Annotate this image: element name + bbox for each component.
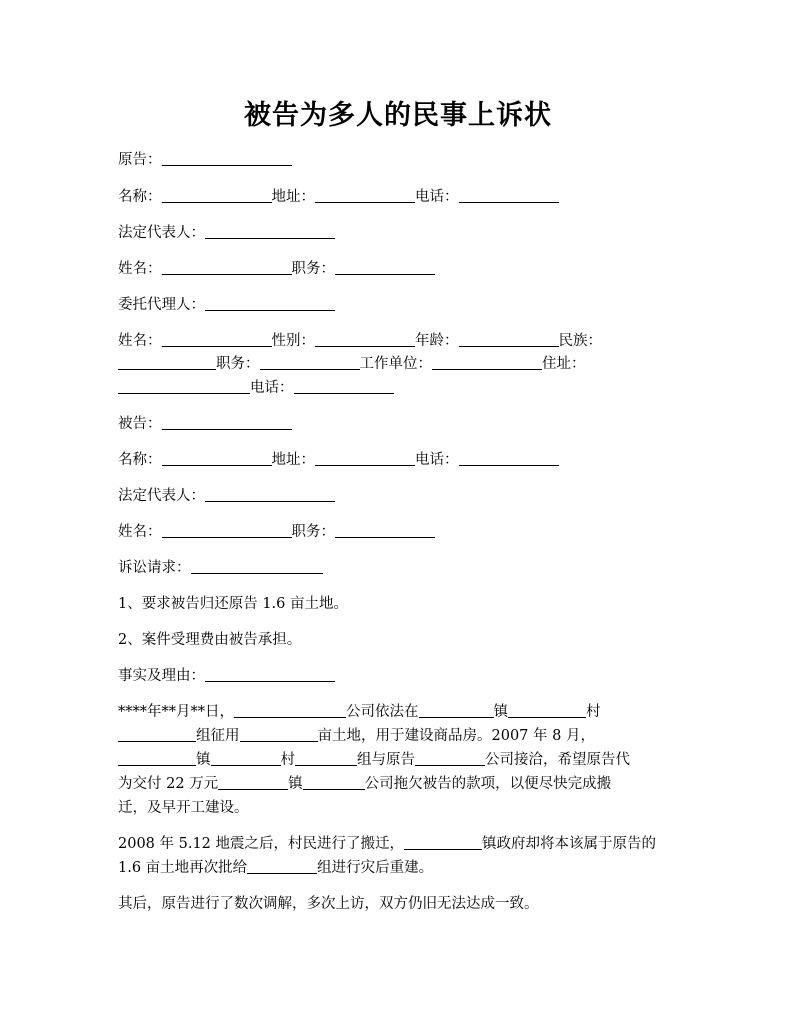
defendant-address-blank[interactable] (315, 450, 415, 466)
defendant-person-name-label: 姓名： (118, 524, 162, 540)
agent-phone-blank[interactable] (294, 378, 394, 394)
text: 镇 (288, 776, 303, 792)
company-blank[interactable] (234, 702, 346, 718)
claims-blank[interactable] (191, 558, 323, 574)
defendant-address-label: 地址： (271, 452, 315, 468)
group-blank[interactable] (247, 858, 317, 874)
group-blank[interactable] (118, 726, 196, 742)
facts-p1-line-2 (118, 724, 688, 748)
gender-label: 性别： (271, 333, 315, 349)
person-name-blank[interactable] (162, 259, 292, 275)
agent-details-line-2 (118, 352, 688, 376)
ethnicity-label: 民族： (558, 333, 602, 349)
text: 公司接洽，希望原告代 (485, 752, 630, 768)
text: 村 (586, 704, 601, 720)
defendant-phone-label: 电话： (415, 452, 459, 468)
agent-label: 委托代理人： (118, 297, 205, 313)
phone-blank[interactable] (459, 187, 559, 203)
agent-phone-label: 电话： (250, 380, 294, 396)
age-label: 年龄： (415, 333, 459, 349)
address-label: 地址： (271, 189, 315, 205)
defendant-blank[interactable] (162, 414, 292, 430)
agent-blank[interactable] (205, 295, 335, 311)
text: 1.6 亩土地再次批给 (118, 860, 248, 876)
legal-rep-label: 法定代表人： (118, 225, 205, 241)
phone-label: 电话： (415, 189, 459, 205)
text: 为交付 22 万元 (118, 776, 219, 792)
claims-label: 诉讼请求： (118, 560, 191, 576)
text: 镇政府却将本该属于原告的 (482, 836, 657, 852)
area-blank[interactable] (240, 726, 318, 742)
claim-item: 1、要求被告归还原告 1.6 亩土地。 (118, 596, 349, 612)
plaintiff-legal-rep-line (118, 221, 688, 245)
text: 组与原告 (357, 752, 415, 768)
claims-line (118, 556, 688, 580)
village-blank[interactable] (508, 702, 586, 718)
facts-label: 事实及理由： (118, 668, 205, 684)
defendant-legal-rep-line (118, 484, 688, 508)
facts-p2-line-1 (118, 832, 688, 856)
position-label: 职务： (291, 261, 335, 277)
agent-position-label: 职务： (216, 356, 260, 372)
town-blank[interactable] (118, 750, 196, 766)
defendant-label: 被告： (118, 416, 162, 432)
address-blank[interactable] (315, 187, 415, 203)
text: 2008 年 5.12 地震之后，村民进行了搬迁， (118, 836, 405, 852)
gender-blank[interactable] (315, 331, 415, 347)
agent-name-label: 姓名： (118, 333, 162, 349)
facts-p1-line-5: 迁，及早开工建设。 (118, 800, 249, 816)
facts-p2-line-2 (118, 856, 688, 880)
workplace-blank[interactable] (432, 354, 542, 370)
residence-label: 住址： (542, 356, 586, 372)
document-title: 被告为多人的民事上诉状 (244, 100, 552, 131)
text: 亩土地，用于建设商品房。2007 年 8 月， (317, 728, 595, 744)
name-blank[interactable] (162, 187, 272, 203)
agent-details-line-1 (118, 329, 688, 353)
text: 镇 (196, 752, 211, 768)
plaintiff-name-line (118, 185, 688, 209)
facts-p1-line-4 (118, 772, 688, 796)
agent-name-blank[interactable] (162, 331, 272, 347)
defendant-person-name-blank[interactable] (162, 522, 292, 538)
text: 镇 (493, 704, 508, 720)
facts-p3: 其后，原告进行了数次调解，多次上访，双方仍旧无法达成一致。 (118, 896, 539, 912)
agent-position-blank[interactable] (260, 354, 360, 370)
age-blank[interactable] (459, 331, 559, 347)
defendant-line (118, 412, 688, 436)
agent-details-line-3 (118, 376, 688, 400)
group-blank[interactable] (295, 750, 357, 766)
position-blank[interactable] (335, 259, 435, 275)
facts-p1-line-3 (118, 748, 688, 772)
defendant-person-line (118, 520, 688, 544)
town-blank[interactable] (218, 774, 288, 790)
defendant-name-blank[interactable] (162, 450, 272, 466)
defendant-legal-rep-label: 法定代表人： (118, 488, 205, 504)
defendant-position-blank[interactable] (335, 522, 435, 538)
defendant-legal-rep-blank[interactable] (205, 486, 335, 502)
text: 公司依法在 (346, 704, 419, 720)
text: 村 (280, 752, 295, 768)
person-name-label: 姓名： (118, 261, 162, 277)
plaintiff-blank[interactable] (162, 150, 292, 166)
claim-item: 2、案件受理费由被告承担。 (118, 632, 302, 648)
town-blank[interactable] (404, 834, 482, 850)
facts-line (118, 664, 688, 688)
text: 组进行灾后重建。 (317, 860, 434, 876)
text: 组征用 (196, 728, 240, 744)
residence-blank[interactable] (118, 378, 250, 394)
workplace-label: 工作单位： (359, 356, 432, 372)
legal-rep-blank[interactable] (205, 223, 335, 239)
defendant-phone-blank[interactable] (459, 450, 559, 466)
company-blank[interactable] (415, 750, 485, 766)
defendant-name-line (118, 448, 688, 472)
town-blank[interactable] (419, 702, 494, 718)
plaintiff-line (118, 148, 688, 172)
village-blank[interactable] (211, 750, 281, 766)
facts-p1-line-1 (118, 700, 688, 724)
company-blank[interactable] (303, 774, 365, 790)
facts-blank[interactable] (205, 666, 335, 682)
plaintiff-person-line (118, 257, 688, 281)
text: ****年**月**日， (118, 704, 234, 720)
ethnicity-blank[interactable] (118, 354, 216, 370)
defendant-position-label: 职务： (291, 524, 335, 540)
plaintiff-label: 原告： (118, 152, 162, 168)
defendant-name-label: 名称： (118, 452, 162, 468)
agent-line (118, 293, 688, 317)
text: 公司拖欠被告的款项，以便尽快完成搬 (364, 776, 612, 792)
name-label: 名称： (118, 189, 162, 205)
